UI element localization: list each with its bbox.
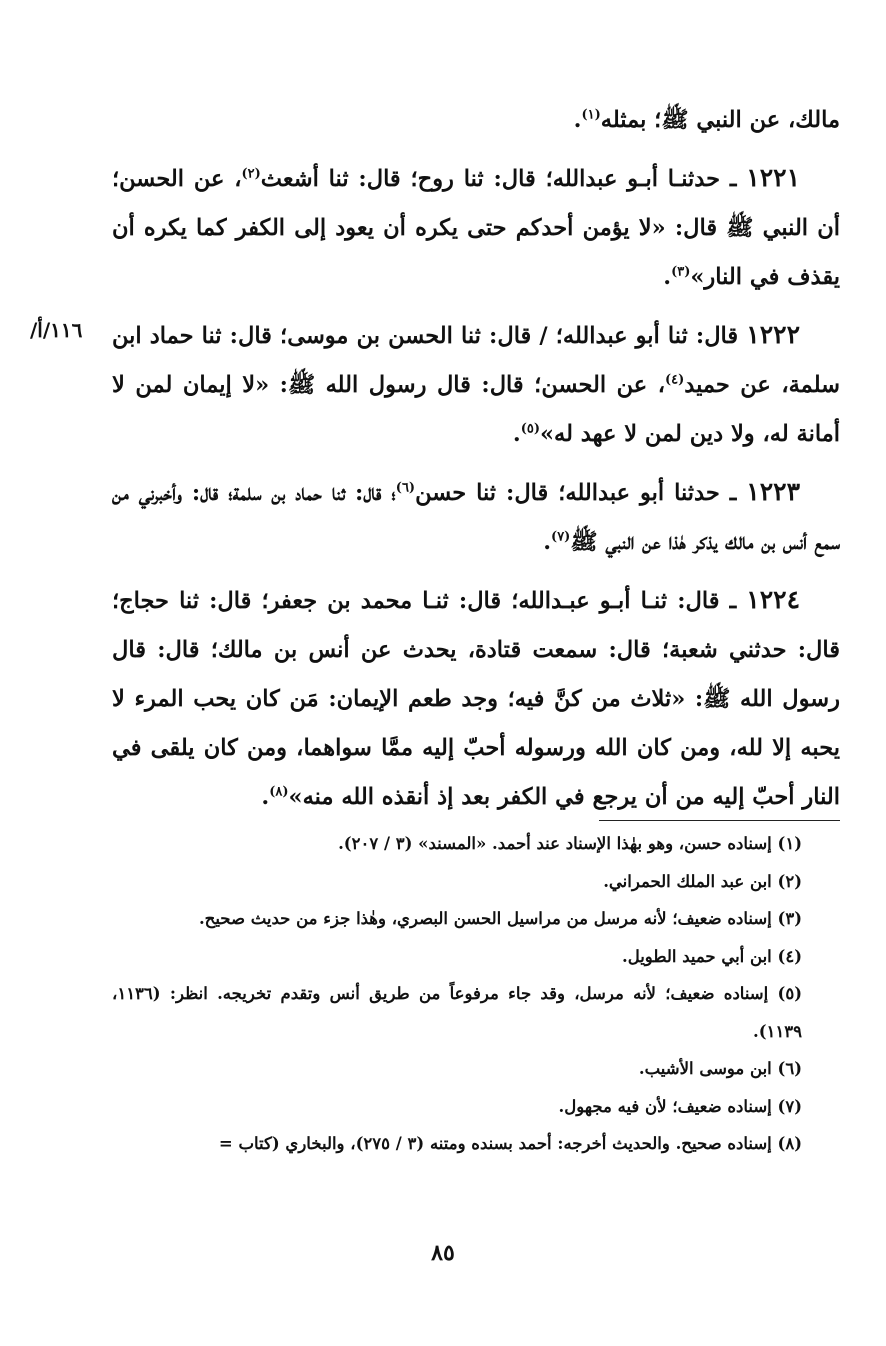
manuscript-folio-marker: ١١٦/أ/ — [30, 318, 83, 342]
footnote — [112, 938, 802, 976]
paragraph-end: . — [512, 421, 521, 447]
footnote-text: إسناده ضعيف؛ لأنه مرسل من مراسيل الحسن البصري، وهٰذا جزء من حديث صحيح. — [198, 909, 778, 928]
footnote-label: (٢) — [777, 871, 802, 891]
footnote — [112, 1050, 802, 1088]
paragraph-text-continued: ، عن الحسن؛ أن النبي ﷺ قال: «لا يؤمن أحدكم حتى يكره أن يعود إلى الكفر كما يكره أن يقذف في النار» — [112, 166, 840, 290]
footnote-label: (٦) — [777, 1059, 802, 1078]
footnote-text: إسناده صحيح. والحديث أخرجه: أحمد بسنده ومتنه (٣ / ٢٧٥)، والبخاري (كتاب = — [218, 1134, 778, 1153]
footnote-text: إسناده ضعيف؛ لأن فيه مجهول. — [558, 1096, 778, 1116]
footnote-text: إسناده حسن، وهو بهٰذا الإسناد عند أحمد. «المسند» (٣ / ٢٠٧). — [338, 834, 778, 853]
footnote-text: ابن عبد الملك الحمراني. — [603, 871, 778, 891]
footnote — [112, 1088, 802, 1126]
footnote-ref: (١) — [581, 107, 601, 123]
footnote-label: (٨) — [777, 1134, 802, 1153]
footnote — [112, 900, 802, 938]
footnote-label: (٤) — [777, 946, 802, 966]
footnote-ref: (٢) — [241, 166, 261, 182]
paragraph-text: قال: ثنا أبو عبدالله؛ / قال: ثنا الحسن بن موسى؛ قال: ثنا حماد ابن سلمة، عن حميد — [112, 323, 840, 398]
paragraph-text: مالك، عن النبي ﷺ؛ بمثله — [600, 107, 840, 133]
footnote — [112, 1125, 802, 1163]
footnote-label: (٧) — [777, 1096, 802, 1116]
paragraph-text-continued: ؛ قال: ثنا حماد بن سلمة؛ قال: وأخبرني من سمع أنس بن مالك يذكر هٰذا عن النبي ﷺ — [112, 480, 840, 555]
footnote-text: ابن موسى الأشيب. — [638, 1059, 778, 1078]
paragraph-text: ـ حدثنا أبو عبدالله؛ قال: ثنا حسن — [415, 480, 747, 506]
hadith-number: ١٢٢٤ — [746, 585, 800, 614]
footnote — [112, 975, 802, 1050]
paragraph-continuation — [112, 96, 840, 145]
footnote-ref: (٣) — [671, 264, 691, 280]
footnote-label: (١) — [777, 834, 802, 853]
paragraph-text: ـ حدثنـا أبـو عبدالله؛ قال: ثنا روح؛ قال: ثنا أشعث — [260, 166, 747, 192]
paragraph-end: . — [261, 784, 270, 810]
hadith-number: ١٢٢١ — [746, 163, 801, 192]
footnote-label: (٥) — [777, 984, 802, 1003]
footnote-separator — [599, 820, 840, 821]
main-text — [112, 96, 840, 830]
footnote-text: ابن أبي حميد الطويل. — [621, 946, 778, 966]
footnote-ref: (٤) — [664, 372, 685, 388]
footnote-ref: (٦) — [395, 480, 416, 496]
page-number: ٨٥ — [431, 1240, 455, 1266]
paragraph-text: ـ قال: ثنـا أبـو عبـدالله؛ قال: ثنـا محمد بن جعفر؛ قال: ثنا حجاج؛ قال: حدثني شعبة؛ قال: سمعت قتادة، يحدث عن أنس بن مالك؛ قال: قال رسول الله ﷺ: «ثلاث من كنَّ فيه؛ وجد طعم الإيمان: مَن كان يحب المرء لا يحبه إلا لله، ومن كان الله ورسوله أحبّ إليه ممَّا سواهما، ومن كان يلقى في النار أحبّ إليه من أن يرجع في الكفر بعد إذ أنقذه الله منه» — [112, 588, 840, 810]
footnote — [112, 863, 802, 901]
hadith-1222 — [112, 310, 840, 459]
footnote — [112, 825, 802, 863]
hadith-number: ١٢٢٣ — [746, 477, 801, 506]
hadith-1223 — [112, 467, 840, 567]
hadith-1224 — [112, 575, 840, 822]
footnote-ref: (٨) — [269, 784, 289, 800]
paragraph-end: . — [573, 107, 582, 133]
hadith-1221 — [112, 153, 840, 302]
paragraph-end: . — [543, 529, 552, 555]
footnote-ref: (٥) — [520, 421, 540, 437]
paragraph-text-continued: ، عن الحسن؛ قال: قال رسول الله ﷺ: «لا إيمان لمن لا أمانة له، ولا دين لمن لا عهد له» — [112, 372, 840, 447]
footnote-label: (٣) — [777, 909, 802, 928]
hadith-number: ١٢٢٢ — [746, 320, 800, 349]
paragraph-end: . — [663, 264, 672, 290]
footnote-ref: (٧) — [551, 529, 571, 545]
footnote-text: إسناده ضعيف؛ لأنه مرسل، وقد جاء مرفوعاً من طريق أنس وتقدم تخريجه. انظر: (١١٣٦، ١١٣٩). — [112, 984, 802, 1041]
footnotes — [112, 825, 802, 1163]
